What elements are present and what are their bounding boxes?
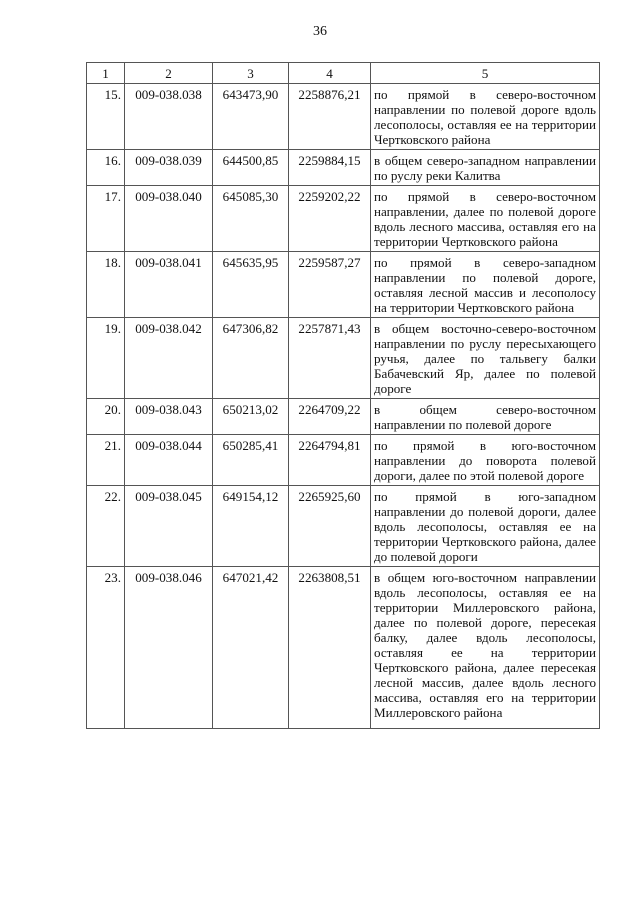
boundary-description: по прямой в северо-восточном направлении, далее по полевой дороге вдоль лесного массива, оставляя его на территории Чертковского района <box>371 186 600 252</box>
table-row <box>87 567 600 729</box>
boundary-description: по прямой в северо-восточном направлении по полевой дороге вдоль лесополосы, оставляя ее на территории Чертковского района <box>371 84 600 150</box>
boundary-description: по прямой в юго-западном направлении до полевой дороги, далее вдоль лесополосы, оставляя ее на территории Чертковского района, далее до полевой дороги <box>371 486 600 567</box>
boundary-description: в общем северо-восточном направлении по полевой дороге <box>371 399 600 435</box>
coordinate-x: 647306,82 <box>213 318 289 399</box>
point-code: 009-038.042 <box>125 318 213 399</box>
coordinate-y: 2258876,21 <box>289 84 371 150</box>
column-header: 4 <box>289 63 371 84</box>
boundary-description: в общем юго-восточном направлении вдоль лесополосы, оставляя ее на территории Миллеровского района, далее по полевой дороге, пересекая балку, далее вдоль лесополосы, оставляя ее на территории Чертковского района, далее пересекая лесной массив, далее вдоль лесного массива, оставляя его на территории Миллеровского района <box>371 567 600 729</box>
table-row <box>87 84 600 150</box>
table-row <box>87 486 600 567</box>
row-number: 23. <box>87 567 125 729</box>
coordinate-y: 2259884,15 <box>289 150 371 186</box>
point-code: 009-038.039 <box>125 150 213 186</box>
point-code: 009-038.040 <box>125 186 213 252</box>
column-header: 1 <box>87 63 125 84</box>
boundary-description: в общем восточно-северо-восточном направлении по руслу пересыхающего ручья, далее по тальвегу балки Бабачевский Яр, далее по полевой дороге <box>371 318 600 399</box>
column-header: 3 <box>213 63 289 84</box>
table-row <box>87 435 600 486</box>
coordinate-x: 643473,90 <box>213 84 289 150</box>
table-row <box>87 186 600 252</box>
table-row <box>87 399 600 435</box>
table-row <box>87 252 600 318</box>
boundary-description: по прямой в северо-западном направлении по полевой дороге, оставляя лесной массив и лесополосу на территории Чертковского района <box>371 252 600 318</box>
coordinate-y: 2265925,60 <box>289 486 371 567</box>
column-header: 5 <box>371 63 600 84</box>
coordinate-x: 645085,30 <box>213 186 289 252</box>
boundary-description: в общем северо-западном направлении по руслу реки Калитва <box>371 150 600 186</box>
row-number: 16. <box>87 150 125 186</box>
page-number: 36 <box>313 24 327 39</box>
boundary-points-table <box>86 62 600 729</box>
column-header: 2 <box>125 63 213 84</box>
table-header-row <box>87 63 600 84</box>
coordinate-y: 2264709,22 <box>289 399 371 435</box>
row-number: 15. <box>87 84 125 150</box>
coordinate-y: 2259587,27 <box>289 252 371 318</box>
point-code: 009-038.046 <box>125 567 213 729</box>
coordinate-y: 2263808,51 <box>289 567 371 729</box>
coordinate-x: 644500,85 <box>213 150 289 186</box>
point-code: 009-038.043 <box>125 399 213 435</box>
coordinate-y: 2257871,43 <box>289 318 371 399</box>
row-number: 19. <box>87 318 125 399</box>
row-number: 20. <box>87 399 125 435</box>
boundary-description: по прямой в юго-восточном направлении до поворота полевой дороги, далее по этой полевой дороге <box>371 435 600 486</box>
row-number: 21. <box>87 435 125 486</box>
coordinate-x: 649154,12 <box>213 486 289 567</box>
point-code: 009-038.038 <box>125 84 213 150</box>
coordinate-x: 650285,41 <box>213 435 289 486</box>
coordinate-x: 645635,95 <box>213 252 289 318</box>
row-number: 17. <box>87 186 125 252</box>
point-code: 009-038.041 <box>125 252 213 318</box>
point-code: 009-038.045 <box>125 486 213 567</box>
table-row <box>87 318 600 399</box>
coordinate-y: 2259202,22 <box>289 186 371 252</box>
table-row <box>87 150 600 186</box>
row-number: 18. <box>87 252 125 318</box>
coordinate-y: 2264794,81 <box>289 435 371 486</box>
coordinate-x: 647021,42 <box>213 567 289 729</box>
row-number: 22. <box>87 486 125 567</box>
point-code: 009-038.044 <box>125 435 213 486</box>
coordinate-x: 650213,02 <box>213 399 289 435</box>
